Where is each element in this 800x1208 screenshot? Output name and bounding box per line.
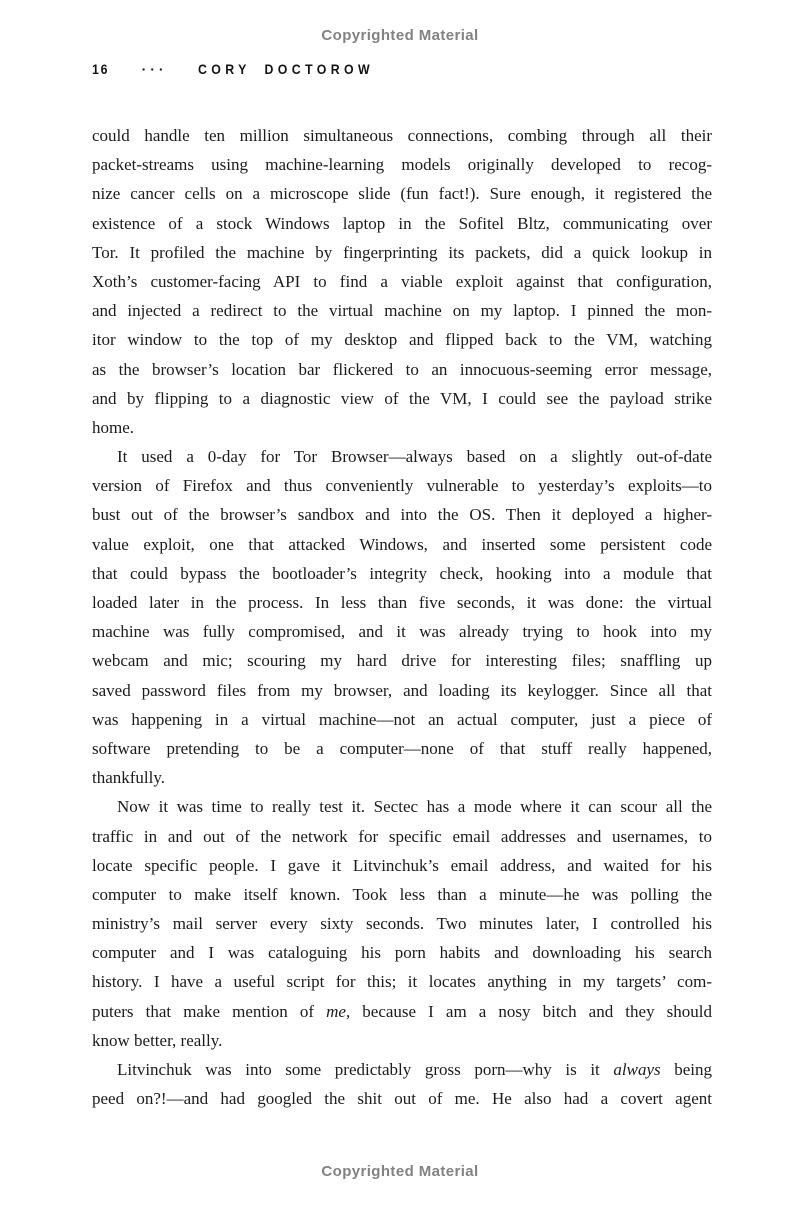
- text-line: bust out of the browser’s sandbox and into the OS. Then it deployed a higher-: [92, 505, 712, 525]
- text-line: could handle ten million simultaneous connections, combing through all their: [92, 126, 712, 145]
- italic-text: always: [613, 1060, 661, 1079]
- text-line: packet-streams using machine-learning models originally developed to recog-: [92, 155, 712, 175]
- copyright-notice-top: Copyrighted Material: [321, 27, 479, 44]
- header-separator-dots: ···: [141, 61, 168, 77]
- text-line: Tor. It profiled the machine by fingerprinting its packets, did a quick lookup in: [92, 242, 712, 262]
- text-line: home.: [92, 417, 135, 437]
- text-line: It used a 0-day for Tor Browser—always based on a slightly out-of-date: [117, 447, 712, 467]
- text-line: history. I have a useful script for this; it locates anything in my targets’ com-: [92, 972, 712, 992]
- text-line: nize cancer cells on a microscope slide (fun fact!). Sure enough, it registered the: [92, 184, 712, 204]
- text-line: webcam and mic; scouring my hard drive for interesting files; snaffling up: [92, 651, 712, 671]
- text-line: Now it was time to really test it. Sectec has a mode where it can scour all the: [117, 797, 712, 817]
- text-line: ministry’s mail server every sixty seconds. Two minutes later, I controlled his: [92, 914, 712, 934]
- text-line: peed on?!—and had googled the shit out of me. He also had a covert agent: [92, 1089, 712, 1109]
- text-line: machine was fully compromised, and it was already trying to hook into my: [92, 622, 712, 642]
- body-text: [92, 121, 712, 1113]
- text-line: and injected a redirect to the virtual machine on my laptop. I pinned the mon-: [92, 301, 712, 321]
- text-line: value exploit, one that attacked Windows, and inserted some persistent code: [92, 534, 712, 554]
- page-number: 16: [92, 61, 110, 77]
- text-line: Xoth’s customer-facing API to find a viable exploit against that configuration,: [92, 271, 712, 291]
- text-line: Litvinchuk was into some predictably gross porn—why is it always being: [117, 1060, 712, 1079]
- text-line: version of Firefox and thus conveniently vulnerable to yesterday’s exploits—to: [92, 476, 712, 496]
- text-line: existence of a stock Windows laptop in the Sofitel Bltz, communicating over: [92, 213, 712, 233]
- text-line: itor window to the top of my desktop and flipped back to the VM, watching: [92, 330, 712, 350]
- running-title: CORY DOCTOROW: [197, 61, 374, 77]
- text-line: thankfully.: [92, 768, 166, 788]
- text-line: traffic in and out of the network for specific email addresses and usernames, to: [92, 826, 712, 846]
- running-header: [92, 61, 398, 77]
- italic-text: me,: [326, 1001, 351, 1021]
- text-line: computer to make itself known. Took less than a minute—he was polling the: [92, 884, 712, 904]
- text-line: know better, really.: [92, 1030, 223, 1050]
- text-line: puters that make mention of me, because I am a nosy bitch and they should: [92, 1001, 712, 1021]
- text-line: that could bypass the bootloader’s integrity check, hooking into a module that: [92, 563, 712, 583]
- text-line: loaded later in the process. In less than five seconds, it was done: the virtual: [92, 593, 712, 612]
- text-line: saved password files from my browser, and loading its keylogger. Since all that: [92, 680, 712, 700]
- text-line: as the browser’s location bar flickered to an innocuous-seeming error message,: [92, 359, 712, 379]
- copyright-notice-bottom: Copyrighted Material: [321, 1163, 479, 1180]
- text-line: software pretending to be a computer—none of that stuff really happened,: [92, 738, 712, 758]
- text-line: locate specific people. I gave it Litvinchuk’s email address, and waited for his: [92, 855, 712, 875]
- text-line: and by flipping to a diagnostic view of the VM, I could see the payload strike: [92, 388, 712, 408]
- text-line: computer and I was cataloguing his porn habits and downloading his search: [92, 943, 712, 963]
- text-line: was happening in a virtual machine—not an actual computer, just a piece of: [92, 709, 712, 729]
